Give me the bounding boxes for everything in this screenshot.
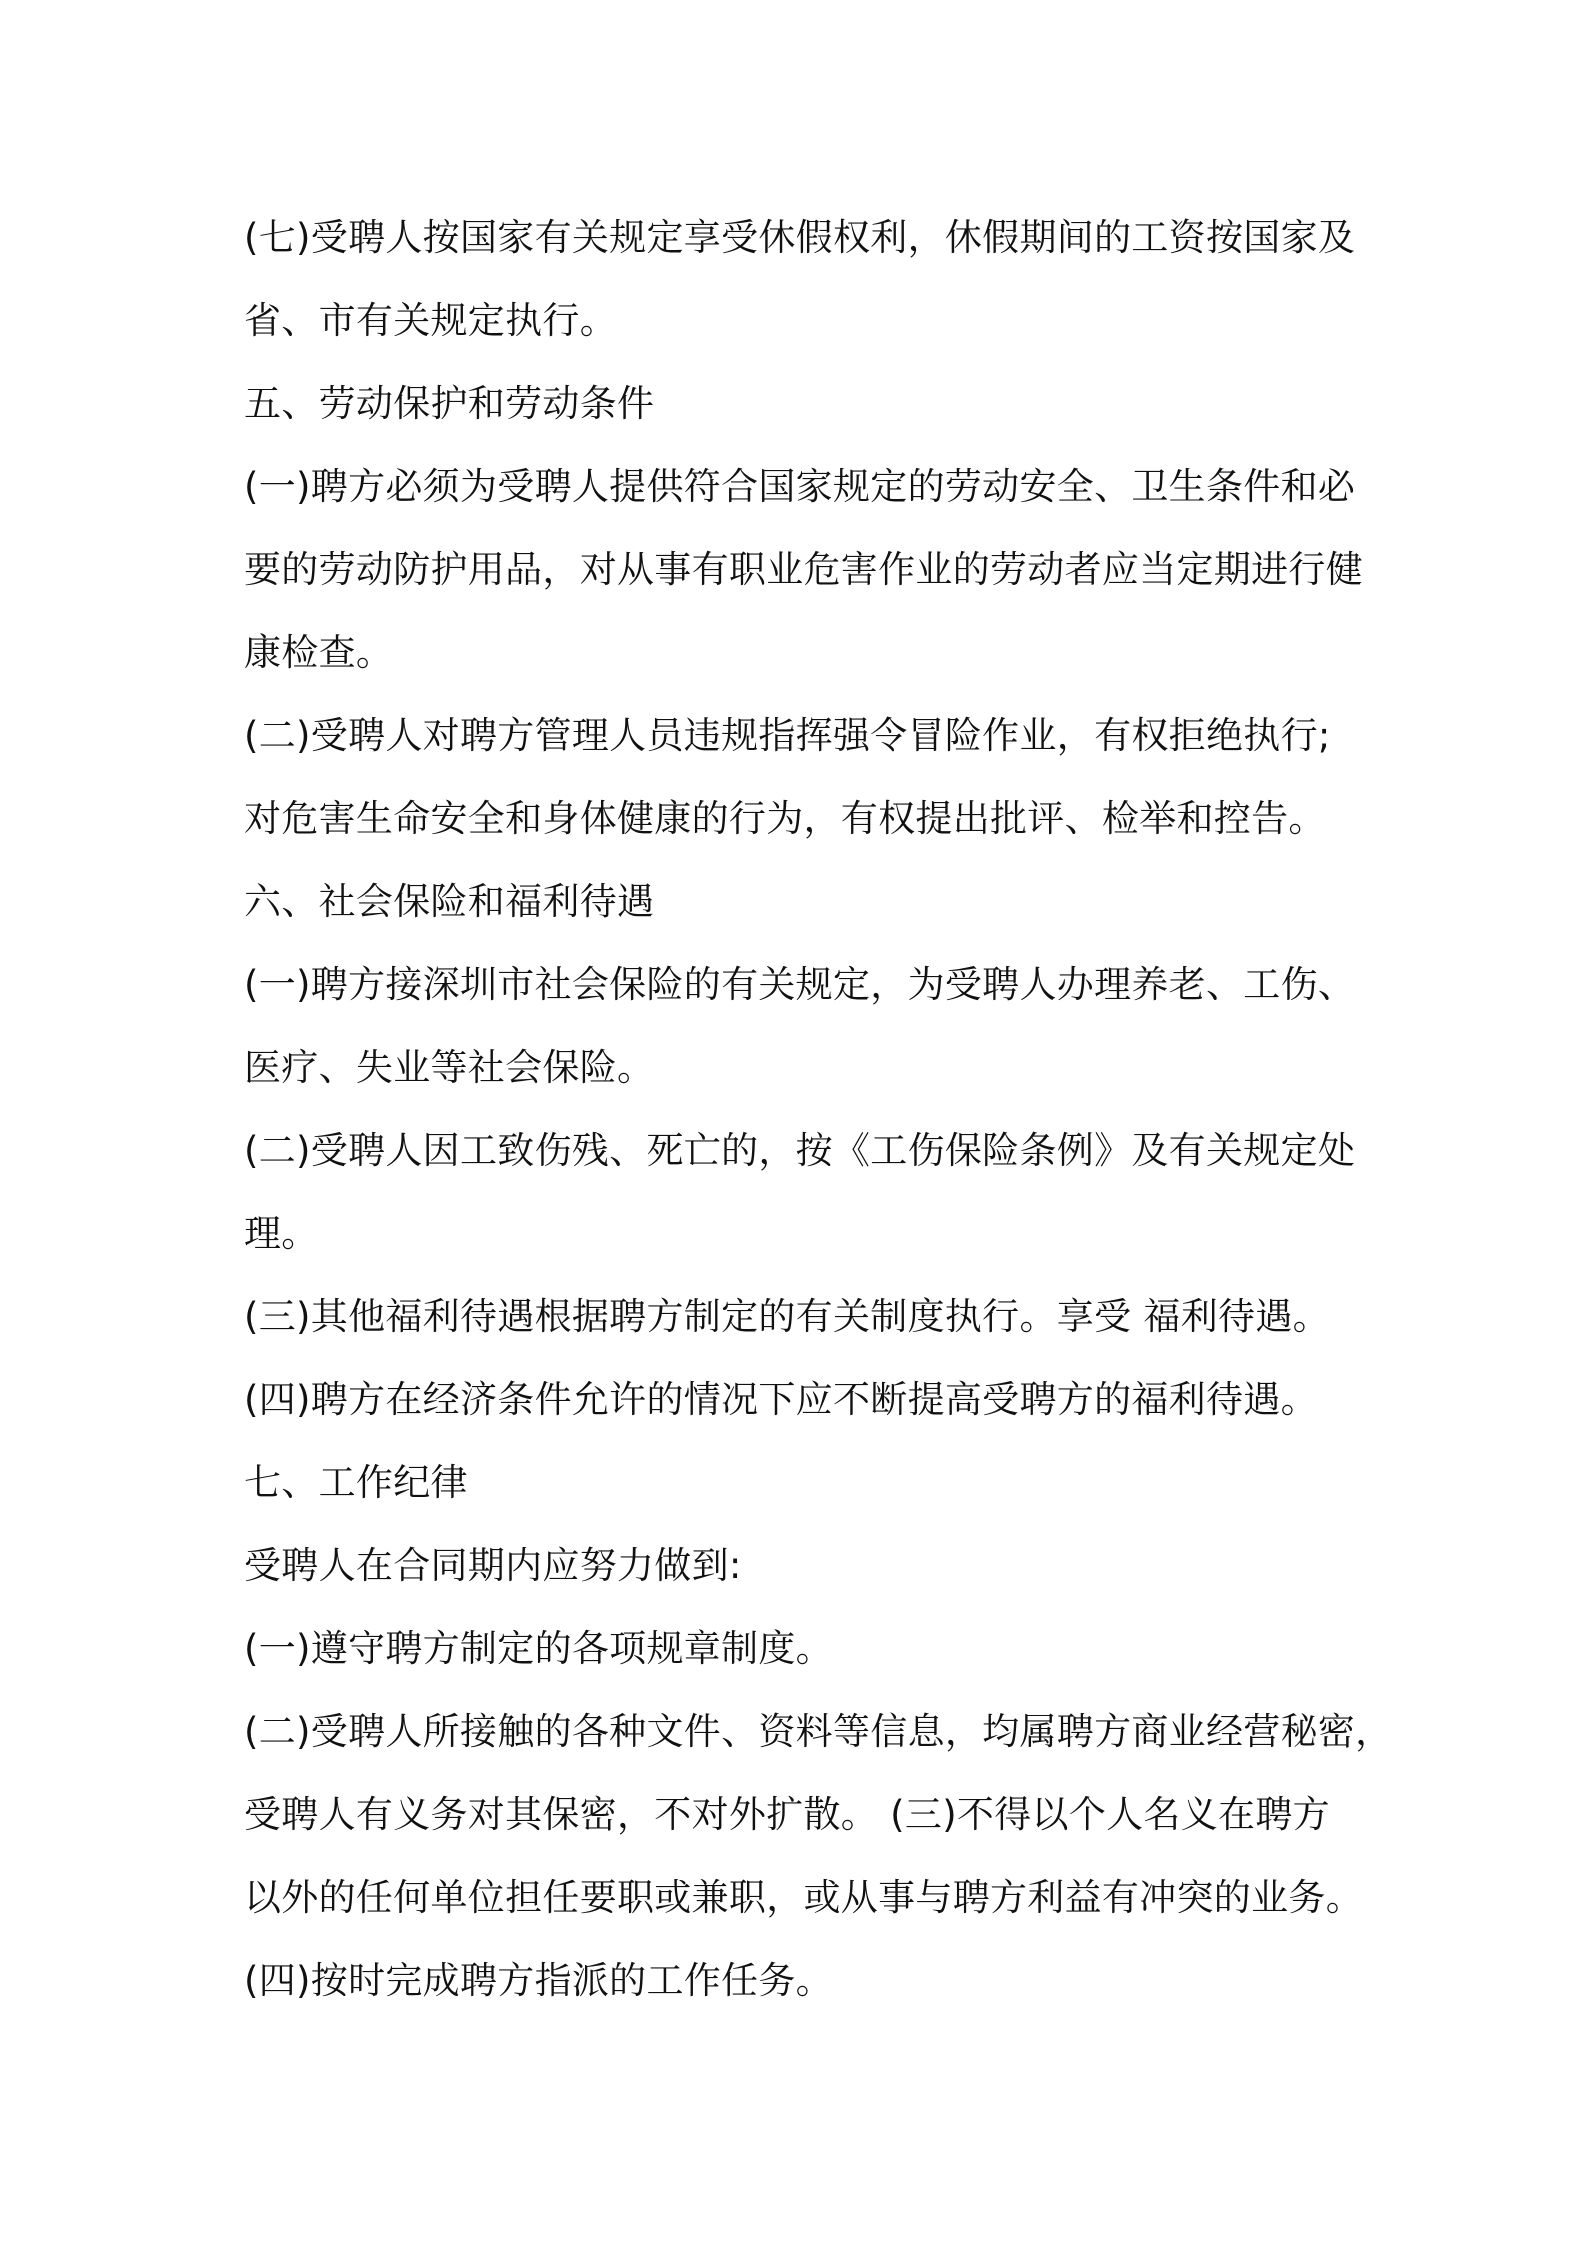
text-line: (三)其他福利待遇根据聘方制定的有关制度执行。享受 福利待遇。 xyxy=(244,1295,1330,1338)
text-line: 受聘人有义务对其保密，不对外扩散。 (三)不得以个人名义在聘方 xyxy=(244,1793,1330,1836)
section-heading: 六、社会保险和福利待遇 xyxy=(244,880,655,923)
document-body xyxy=(244,196,1393,2022)
text-line: 理。 xyxy=(244,1212,319,1255)
text-line: (二)受聘人所接触的各种文件、资料等信息，均属聘方商业经营秘密， xyxy=(244,1710,1393,1753)
text-line: (一)聘方必须为受聘人提供符合国家规定的劳动安全、卫生条件和必 xyxy=(244,465,1356,508)
section-heading: 七、工作纪律 xyxy=(244,1461,468,1504)
text-line: (七)受聘人按国家有关规定享受休假权利，休假期间的工资按国家及 xyxy=(244,216,1356,259)
text-line: 医疗、失业等社会保险。 xyxy=(244,1046,655,1089)
text-line: (一)遵守聘方制定的各项规章制度。 xyxy=(244,1627,833,1670)
text-line: 要的劳动防护用品，对从事有职业危害作业的劳动者应当定期进行健 xyxy=(244,548,1363,591)
text-line: (四)聘方在经济条件允许的情况下应不断提高受聘方的福利待遇。 xyxy=(244,1378,1318,1421)
text-line: 康检查。 xyxy=(244,631,394,674)
text-line: 以外的任何单位担任要职或兼职，或从事与聘方利益有冲突的业务。 xyxy=(244,1876,1363,1919)
text-line: (四)按时完成聘方指派的工作任务。 xyxy=(244,1959,833,2002)
text-line: 受聘人在合同期内应努力做到: xyxy=(244,1544,742,1587)
text-line: (二)受聘人对聘方管理人员违规指挥强令冒险作业，有权拒绝执行; xyxy=(244,714,1331,757)
section-heading: 五、劳动保护和劳动条件 xyxy=(244,382,655,425)
text-line: 省、市有关规定执行。 xyxy=(244,299,617,342)
text-line: (二)受聘人因工致伤残、死亡的，按《工伤保险条例》及有关规定处 xyxy=(244,1129,1356,1172)
text-line: (一)聘方接深圳市社会保险的有关规定，为受聘人办理养老、工伤、 xyxy=(244,963,1356,1006)
text-line: 对危害生命安全和身体健康的行为，有权提出批评、检举和控告。 xyxy=(244,797,1326,840)
